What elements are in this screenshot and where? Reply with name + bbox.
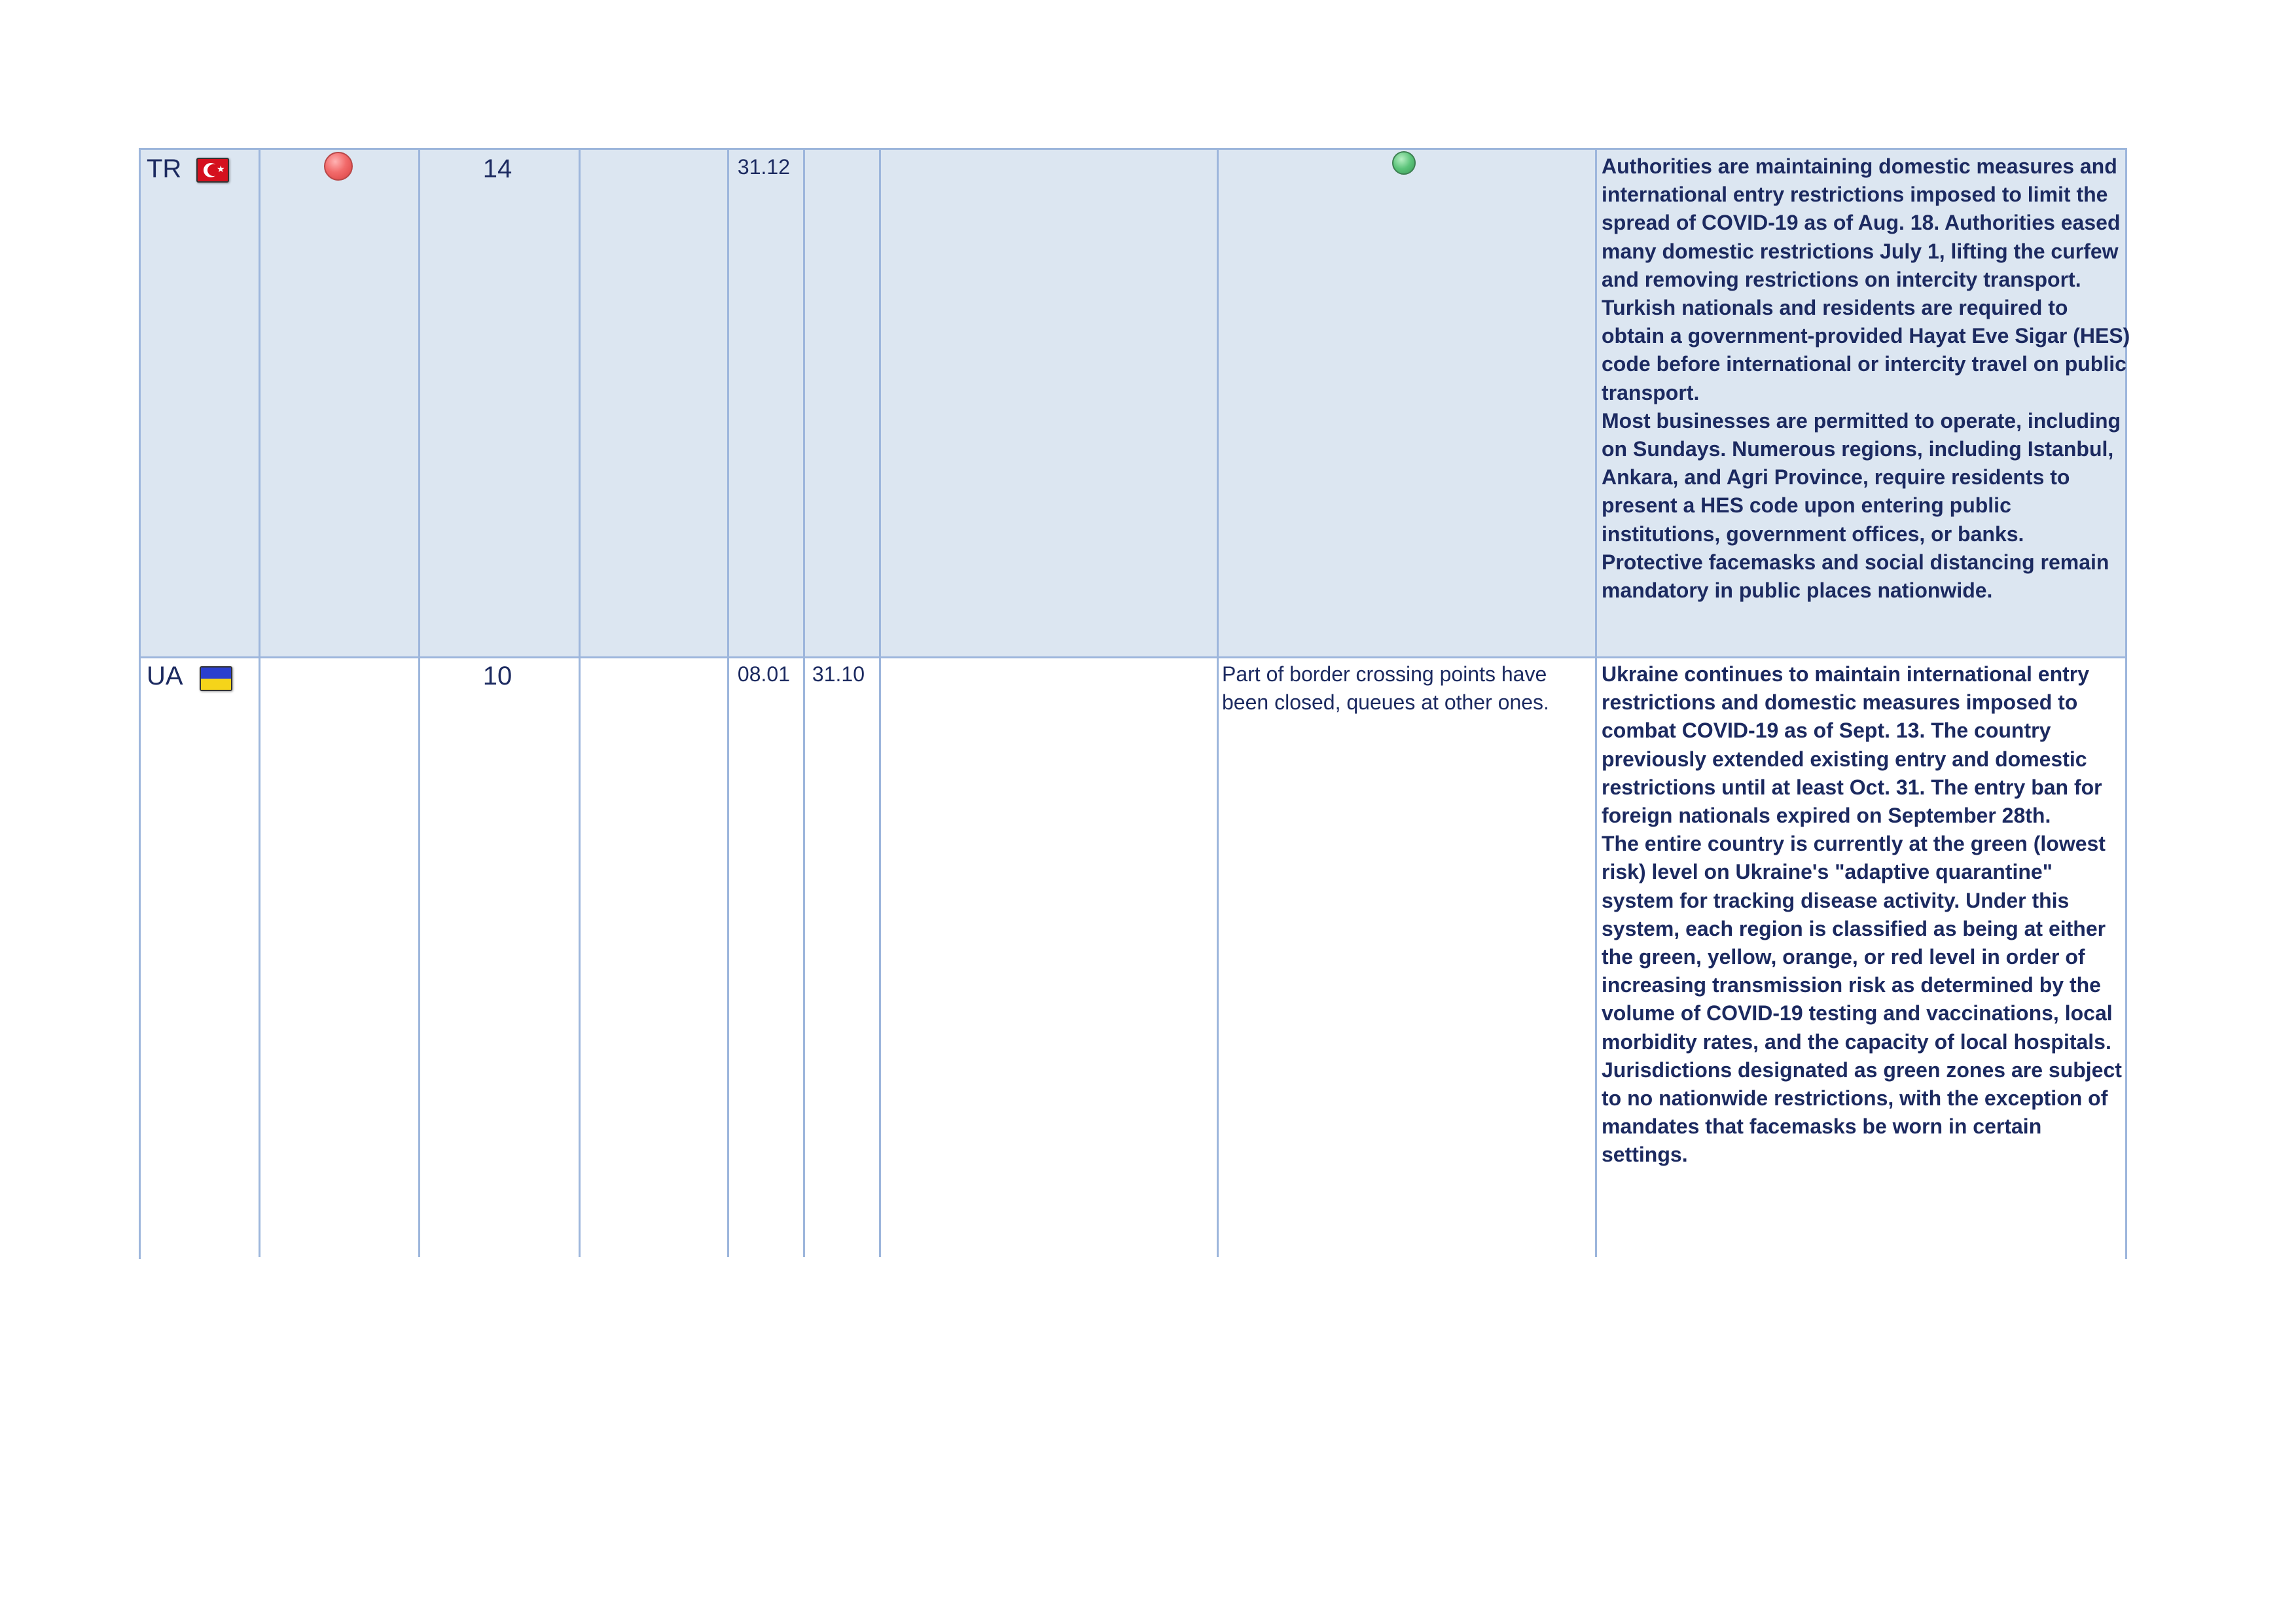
turkey-flag-icon: ★ [196,158,229,183]
column-divider [259,150,260,1257]
description-paragraph: The entire country is currently at the green (lowest risk) level on Ukraine's "adaptive quarantine" system for tracking disease activity. Under this system, each region is classified as being at either the green, yellow, orange, or red level in order of increasing transmission risk as determined by the volume of COVID-19 testing and vaccinations, local morbidity rates, and the capacity of local hospitals. Jurisdictions designated as green zones are subject to no nationwide restrictions, with the exception of mandates that facemasks be worn in certain settings. [1602,832,2122,1167]
table-row [141,658,2125,1259]
column-divider [803,150,805,1257]
column-divider [727,150,729,1257]
date-from-cell [721,661,790,687]
column-divider [879,150,881,1257]
country-code: UA [147,662,183,690]
description-cell [1602,152,2130,605]
column-divider [1595,150,1597,1257]
column-divider [1217,150,1219,1257]
description-paragraph: Authorities are maintaining domestic measures and international entry restrictions imposed to limit the spread of COVID-19 as of Aug. 18. Authorities eased many domestic restrictions July 1, lifting the curfew and removing restrictions on intercity transport. Turkish nationals and residents are required to obtain a government-provided Hayat Eve Sigar (HES) code before international or intercity travel on public transport. [1602,154,2130,404]
country-code-cell [147,153,181,185]
ukraine-flag-icon [200,666,232,691]
number-value: 14 [482,154,512,183]
date-to-value: 31.10 [812,662,865,686]
country-code: TR [147,154,182,183]
border-note: Part of border crossing points have been closed, queues at other ones. [1222,662,1549,714]
column-divider [579,150,581,1257]
date-from-value: 08.01 [737,662,790,686]
date-from-value: 31.12 [737,155,790,179]
table-row [141,150,2130,658]
column-divider [418,150,420,1257]
border-note-cell [1222,660,1588,717]
description-paragraph: Most businesses are permitted to operate, including on Sundays. Numerous regions, including Istanbul, Ankara, and Agri Province, require residents to present a HES code upon entering public institutions, government offices, or banks. Protective facemasks and social distancing remain mandatory in public places nationwide. [1602,408,2121,603]
number-cell [418,660,577,692]
red-dot-icon [324,152,353,181]
country-restrictions-table [139,148,2130,1259]
green-dot-icon [1392,151,1416,175]
number-value: 10 [482,662,512,690]
description-paragraph: Ukraine continues to maintain international entry restrictions and domestic measures imposed to combat COVID-19 as of Sept. 13. The country previously extended existing entry and domestic restrictions until at least Oct. 31. The entry ban for foreign nationals expired on September 28th. [1602,662,2102,828]
number-cell [418,153,577,185]
date-from-cell [721,154,790,180]
description-cell [1602,660,2130,1169]
date-to-cell [795,661,865,687]
country-code-cell [147,660,183,692]
